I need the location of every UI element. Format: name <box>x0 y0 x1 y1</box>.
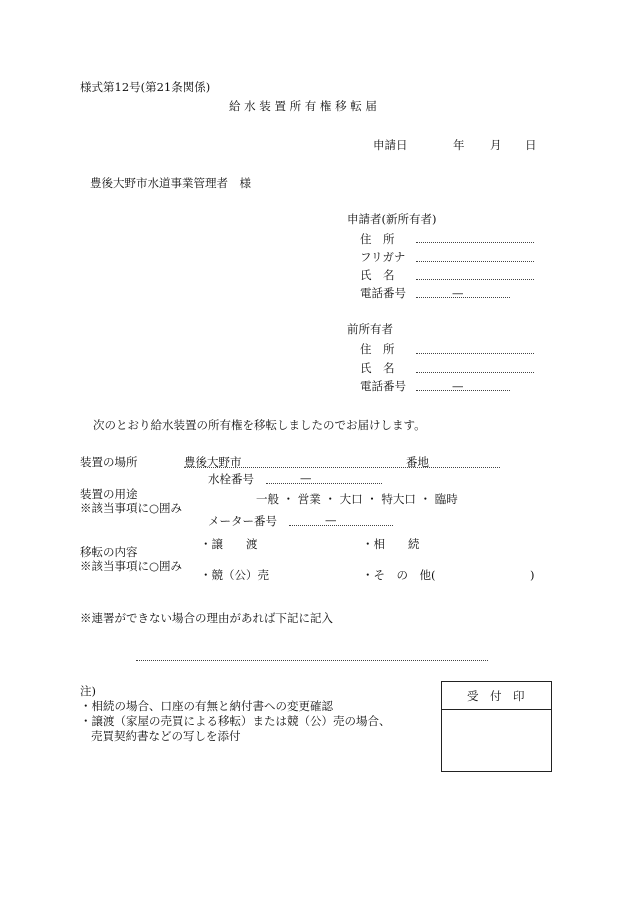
location-banchi: 番地 <box>406 455 429 469</box>
notes-line-2: ・譲渡（家屋の売買による移転）または競（公）売の場合、 <box>80 714 391 728</box>
previous-phone-label: 電話番号 <box>360 379 406 393</box>
tap-number-field[interactable] <box>266 483 382 484</box>
applicant-furigana-label: フリガナ <box>360 250 406 264</box>
tap-number-dash: — <box>300 471 312 485</box>
notes-heading: 注) <box>80 684 96 698</box>
usage-note: ※該当事項に○囲み <box>80 501 183 515</box>
applicant-phone-dash: — <box>452 286 464 300</box>
addressee: 豊後大野市水道事業管理者 様 <box>90 176 251 190</box>
transfer-option-other[interactable]: ・そ の 他( <box>362 568 436 582</box>
date-year: 年 <box>453 138 465 152</box>
date-day: 日 <box>525 138 537 152</box>
joint-signature-note: ※連署ができない場合の理由があれば下記に記入 <box>80 611 333 625</box>
transfer-option-inheritance[interactable]: ・相 続 <box>362 537 420 551</box>
meter-number-dash: — <box>325 513 337 527</box>
previous-address-field[interactable] <box>416 353 534 354</box>
applicant-address-field[interactable] <box>416 242 534 243</box>
tap-number-label: 水栓番号 <box>208 472 254 486</box>
usage-options[interactable]: 一般 ・ 営業 ・ 大口 ・ 特大口 ・ 臨時 <box>256 492 458 506</box>
previous-owner-heading: 前所有者 <box>347 322 393 336</box>
usage-label: 装置の用途 <box>80 487 138 501</box>
applicant-address-label: 住 所 <box>360 232 395 246</box>
meter-number-field[interactable] <box>289 525 393 526</box>
date-label: 申請日 <box>373 138 408 152</box>
applicant-heading: 申請者(新所有者) <box>347 212 437 226</box>
meter-number-label: メーター番号 <box>208 514 277 528</box>
transfer-option-assignment[interactable]: ・譲 渡 <box>200 537 258 551</box>
reception-stamp-divider <box>441 709 552 710</box>
reception-stamp-label: 受 付 印 <box>467 689 525 703</box>
form-number: 様式第12号(第21条関係) <box>80 80 211 94</box>
form-title: 給 水 装 置 所 有 権 移 転 届 <box>229 99 377 113</box>
intro-text: 次のとおり給水装置の所有権を移転しましたのでお届けします。 <box>93 418 426 432</box>
notes-line-1: ・相続の場合、口座の有無と納付書への変更確認 <box>80 699 333 713</box>
location-city: 豊後大野市 <box>184 455 242 469</box>
previous-address-label: 住 所 <box>360 342 395 356</box>
applicant-furigana-field[interactable] <box>416 261 534 262</box>
transfer-label: 移転の内容 <box>80 545 138 559</box>
applicant-phone-label: 電話番号 <box>360 286 406 300</box>
location-label: 装置の場所 <box>80 455 138 469</box>
applicant-name-field[interactable] <box>416 279 534 280</box>
previous-name-label: 氏 名 <box>360 361 395 375</box>
previous-phone-dash: — <box>452 379 464 393</box>
date-month: 月 <box>490 138 502 152</box>
location-address-field[interactable] <box>184 467 500 468</box>
transfer-option-auction[interactable]: ・競（公）売 <box>200 568 269 582</box>
notes-line-3: 売買契約書などの写しを添付 <box>91 729 241 743</box>
applicant-name-label: 氏 名 <box>360 268 395 282</box>
previous-name-field[interactable] <box>416 372 534 373</box>
transfer-note: ※該当事項に○囲み <box>80 559 183 573</box>
transfer-option-other-close: ) <box>530 568 535 582</box>
reason-field[interactable] <box>136 660 488 661</box>
